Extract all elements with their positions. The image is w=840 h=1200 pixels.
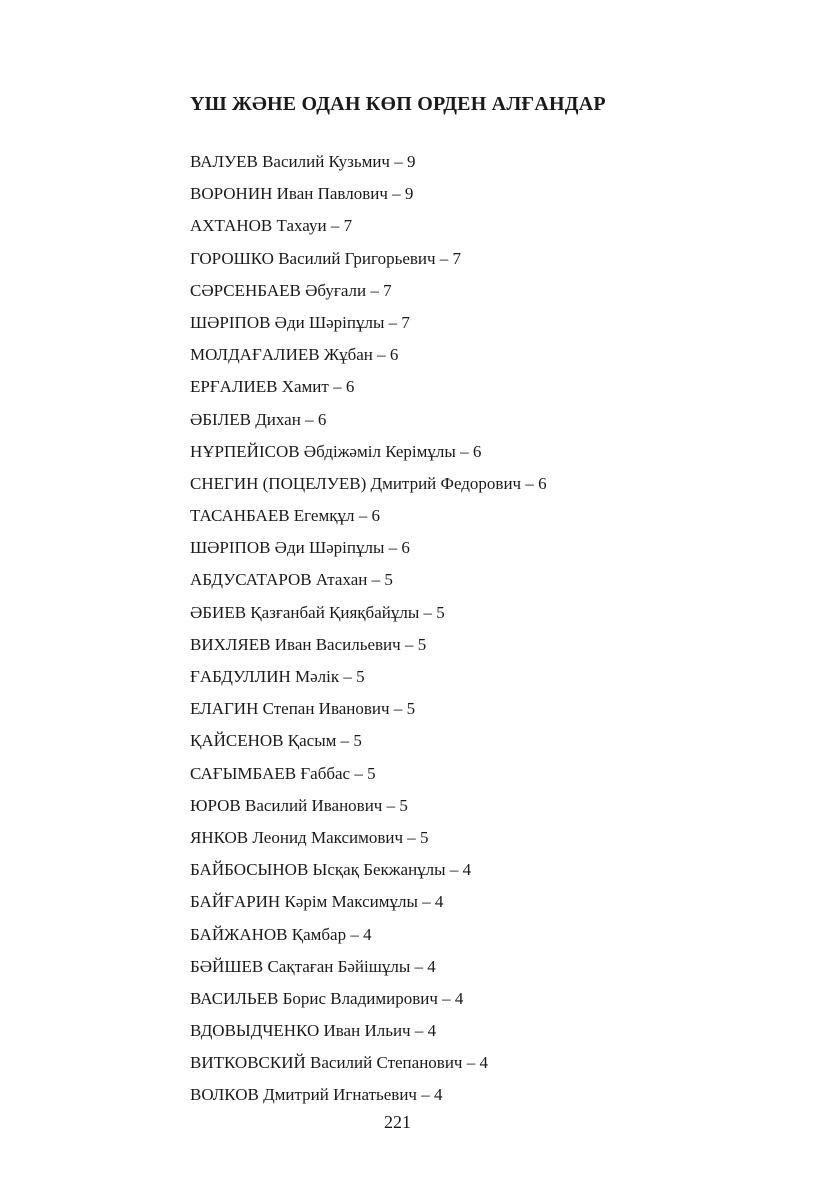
list-item: БАЙЖАНОВ Қамбар – 4 xyxy=(190,924,372,944)
list-item: ВОРОНИН Иван Павлович – 9 xyxy=(190,184,414,204)
list-item: ӘБІЛЕВ Дихан – 6 xyxy=(190,409,327,429)
list-item: ГОРОШКО Василий Григорьевич – 7 xyxy=(190,248,462,268)
list-item: ВИТКОВСКИЙ Василий Степанович – 4 xyxy=(190,1053,488,1073)
list-item: ВИХЛЯЕВ Иван Васильевич – 5 xyxy=(190,634,427,654)
list-item: ВАСИЛЬЕВ Борис Владимирович – 4 xyxy=(190,988,464,1008)
list-item: САҒЫМБАЕВ Ғаббас – 5 xyxy=(190,763,376,783)
list-item: АБДУСАТАРОВ Атахан – 5 xyxy=(190,570,393,590)
list-item: БАЙБОСЫНОВ Ысқақ Бекжанұлы – 4 xyxy=(190,860,472,880)
list-item: ШӘРІПОВ Әди Шәріпұлы – 7 xyxy=(190,312,410,332)
list-item: ВОЛКОВ Дмитрий Игнатьевич – 4 xyxy=(190,1085,443,1105)
list-item: ВАЛУЕВ Василий Кузьмич – 9 xyxy=(190,152,416,171)
list-item: ЯНКОВ Леонид Максимович – 5 xyxy=(190,827,429,847)
list-item: ҚАЙСЕНОВ Қасым – 5 xyxy=(190,731,362,751)
list-item: ШӘРІПОВ Әди Шәріпұлы – 6 xyxy=(190,538,410,558)
list-item: БӘЙШЕВ Сақтаған Бәйішұлы – 4 xyxy=(190,956,436,976)
list-item: ЕЛАГИН Степан Иванович – 5 xyxy=(190,699,416,719)
award-recipients-list xyxy=(190,146,547,1112)
page-title: ҮШ ЖӘНЕ ОДАН КӨП ОРДЕН АЛҒАНДАР xyxy=(190,93,606,115)
list-item: ӘБИЕВ Қазғанбай Қияқбайұлы – 5 xyxy=(190,602,445,622)
list-item: ТАСАНБАЕВ Егемқұл – 6 xyxy=(190,506,380,526)
list-item: СӘРСЕНБАЕВ Әбуғали – 7 xyxy=(190,280,392,300)
page-number: 221 xyxy=(384,1112,411,1132)
list-item: СНЕГИН (ПОЦЕЛУЕВ) Дмитрий Федорович – 6 xyxy=(190,473,547,493)
list-item: МОЛДАҒАЛИЕВ Жұбан – 6 xyxy=(190,345,399,365)
list-item: БАЙҒАРИН Кәрім Максимұлы – 4 xyxy=(190,892,444,912)
list-item: ҒАБДУЛЛИН Мәлік – 5 xyxy=(190,667,365,686)
list-item: АХТАНОВ Тахауи – 7 xyxy=(190,216,353,236)
list-item: ВДОВЫДЧЕНКО Иван Ильич – 4 xyxy=(190,1021,437,1041)
list-item: ЮРОВ Василий Иванович – 5 xyxy=(190,795,408,815)
list-item: НҰРПЕЙІСОВ Әбдіжәміл Керімұлы – 6 xyxy=(190,441,482,461)
list-item: ЕРҒАЛИЕВ Хамит – 6 xyxy=(190,377,355,397)
